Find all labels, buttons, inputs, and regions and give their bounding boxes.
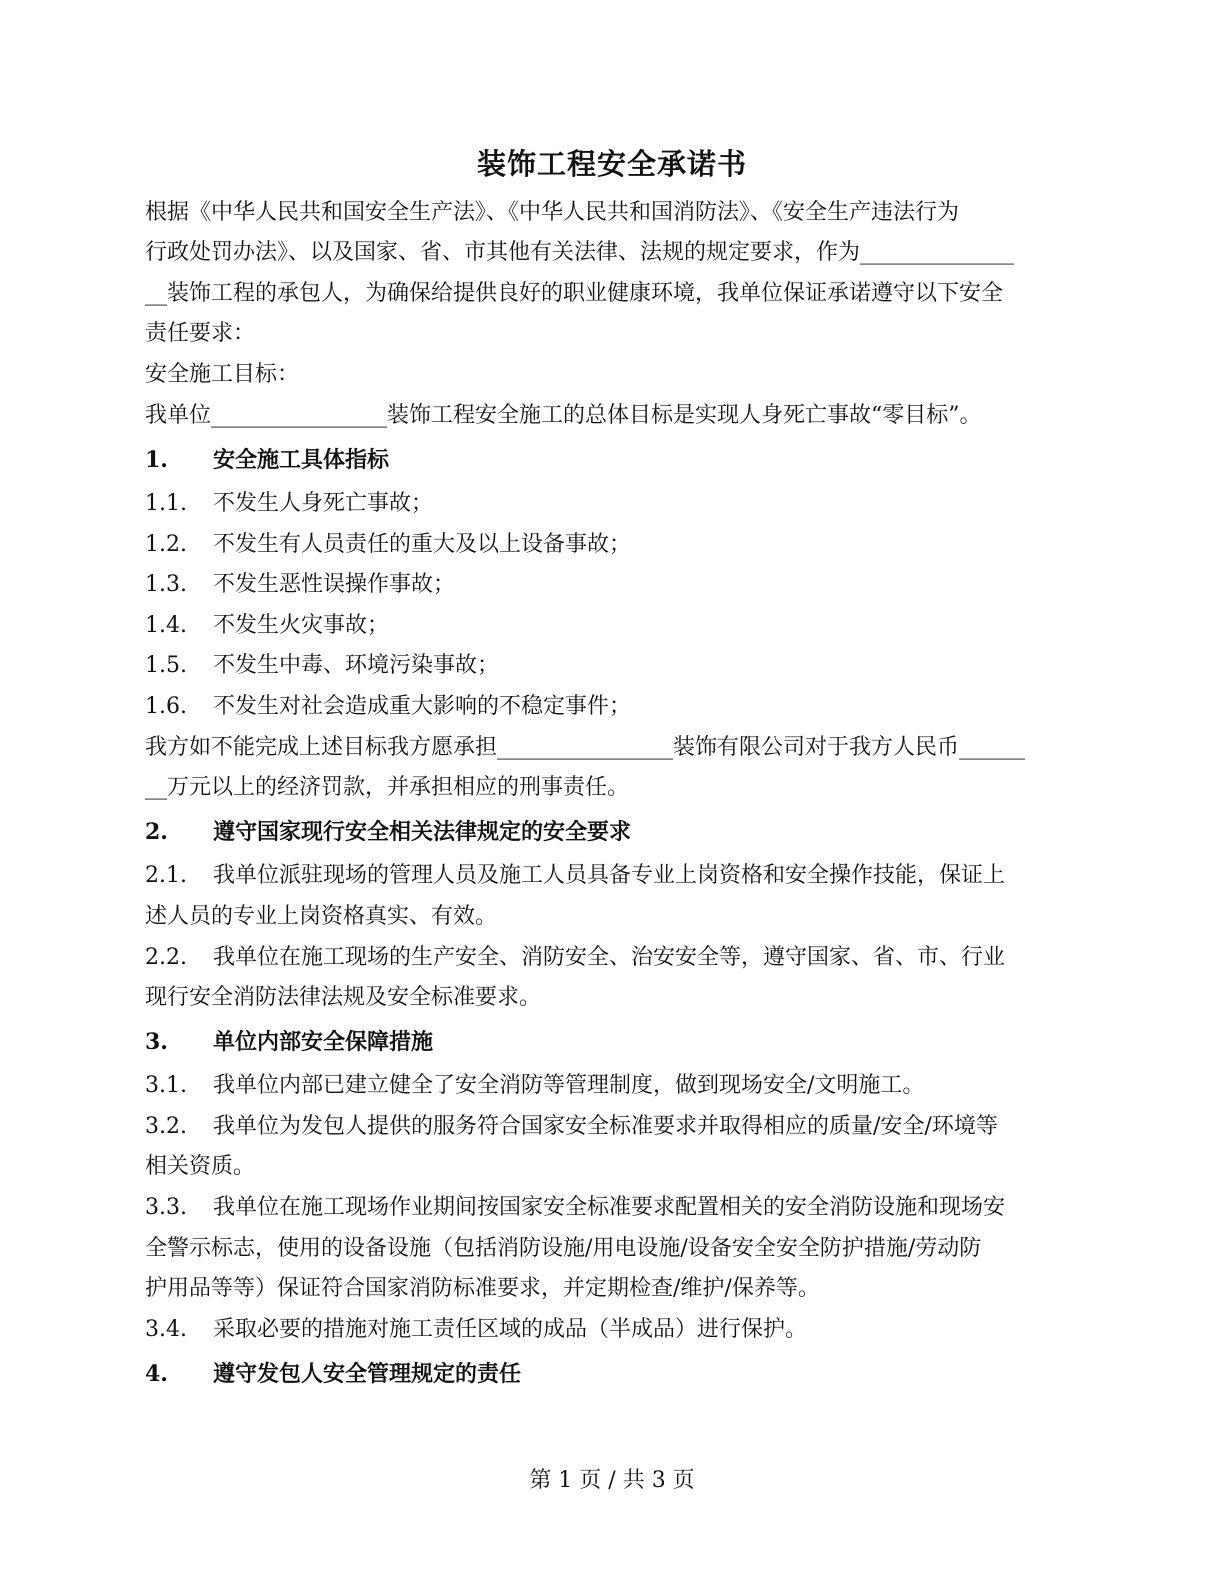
item-text: 我单位在施工现场的生产安全、消防安全、治安安全等，遵守国家、省、市、行业 bbox=[213, 945, 1006, 970]
item-number: 3.4. bbox=[145, 1317, 187, 1342]
section-number: 4. bbox=[145, 1361, 168, 1387]
item-text: 不发生中毒、环境污染事故； bbox=[213, 653, 500, 678]
list-item bbox=[145, 611, 1095, 641]
item-number: 3.3. bbox=[145, 1195, 187, 1220]
section-title: 遵守国家现行安全相关法律规定的安全要求 bbox=[213, 819, 632, 845]
item-continuation: 述人员的专业上岗资格真实、有效。 bbox=[145, 904, 498, 929]
list-item bbox=[145, 861, 1095, 891]
item-continuation: 现行安全消防法律法规及安全标准要求。 bbox=[145, 985, 542, 1010]
section-number: 3. bbox=[145, 1029, 168, 1055]
intro-line: __装饰工程的承包人，为确保给提供良好的职业健康环境，我单位保证承诺遵守以下安全 bbox=[145, 281, 1004, 306]
section-title: 安全施工具体指标 bbox=[213, 447, 390, 473]
intro-line: 根据《中华人民共和国安全生产法》、《中华人民共和国消防法》、《安全生产违法行为 bbox=[145, 200, 960, 225]
item-text: 不发生火灾事故； bbox=[213, 613, 390, 638]
item-continuation: 相关资质。 bbox=[145, 1154, 256, 1179]
list-item bbox=[145, 943, 1095, 973]
penalty-line: __万元以上的经济罚款，并承担相应的刑事责任。 bbox=[145, 775, 630, 800]
item-text: 我单位在施工现场作业期间按国家安全标准要求配置相关的安全消防设施和现场安 bbox=[213, 1195, 1006, 1220]
section-number: 1. bbox=[145, 447, 168, 473]
item-number: 1.2. bbox=[145, 532, 187, 557]
section-heading bbox=[145, 817, 1095, 847]
item-continuation: 全警示标志，使用的设备设施（包括消防设施/用电设施/设备安全安全防护措施/劳动防 bbox=[145, 1236, 982, 1261]
list-item bbox=[145, 530, 1095, 560]
item-continuation: 护用品等等）保证符合国家消防标准要求，并定期检查/维护/保养等。 bbox=[145, 1276, 820, 1301]
section-title: 遵守发包人安全管理规定的责任 bbox=[213, 1361, 522, 1387]
item-number: 1.5. bbox=[145, 653, 187, 678]
item-number: 3.2. bbox=[145, 1114, 187, 1139]
item-number: 2.1. bbox=[145, 863, 187, 888]
list-item bbox=[145, 1315, 1095, 1345]
section-title: 单位内部安全保障措施 bbox=[213, 1029, 434, 1055]
list-item bbox=[145, 1071, 1095, 1101]
item-text: 不发生有人员责任的重大及以上设备事故； bbox=[213, 532, 632, 557]
list-item bbox=[145, 1193, 1095, 1223]
item-text: 我单位派驻现场的管理人员及施工人员具备专业上岗资格和安全操作技能，保证上 bbox=[213, 863, 1006, 888]
item-text: 我单位内部已建立健全了安全消防等管理制度，做到现场安全/文明施工。 bbox=[213, 1073, 925, 1098]
section-heading bbox=[145, 1359, 1095, 1389]
goal-text: 我单位________________装饰工程安全施工的总体目标是实现人身死亡事故“零目标”。 bbox=[145, 403, 982, 428]
item-number: 3.1. bbox=[145, 1073, 187, 1098]
list-item bbox=[145, 651, 1095, 681]
page-number: 第 1 页 / 共 3 页 bbox=[529, 1468, 695, 1493]
list-item bbox=[145, 1112, 1095, 1142]
section-number: 2. bbox=[145, 819, 168, 845]
item-number: 2.2. bbox=[145, 945, 187, 970]
intro-line: 行政处罚办法》、以及国家、省、市其他有关法律、法规的规定要求，作为______________ bbox=[145, 240, 1015, 265]
penalty-line: 我方如不能完成上述目标我方愿承担________________装饰有限公司对于我方人民币______ bbox=[145, 735, 1026, 760]
list-item bbox=[145, 570, 1095, 600]
item-number: 1.6. bbox=[145, 694, 187, 719]
section-heading bbox=[145, 1027, 1095, 1057]
goal-label: 安全施工目标： bbox=[145, 362, 300, 387]
intro-line: 责任要求： bbox=[145, 321, 256, 346]
list-item bbox=[145, 489, 1095, 519]
list-item bbox=[145, 692, 1095, 722]
section-heading bbox=[145, 445, 1095, 475]
item-text: 不发生人身死亡事故； bbox=[213, 491, 434, 516]
item-text: 我单位为发包人提供的服务符合国家安全标准要求并取得相应的质量/安全/环境等 bbox=[213, 1114, 998, 1139]
item-text: 不发生恶性误操作事故； bbox=[213, 572, 456, 597]
item-number: 1.1. bbox=[145, 491, 187, 516]
document-title: 装饰工程安全承诺书 bbox=[476, 147, 747, 181]
item-number: 1.3. bbox=[145, 572, 187, 597]
item-text: 采取必要的措施对施工责任区域的成品（半成品）进行保护。 bbox=[213, 1317, 808, 1342]
item-text: 不发生对社会造成重大影响的不稳定事件； bbox=[213, 694, 632, 719]
item-number: 1.4. bbox=[145, 613, 187, 638]
